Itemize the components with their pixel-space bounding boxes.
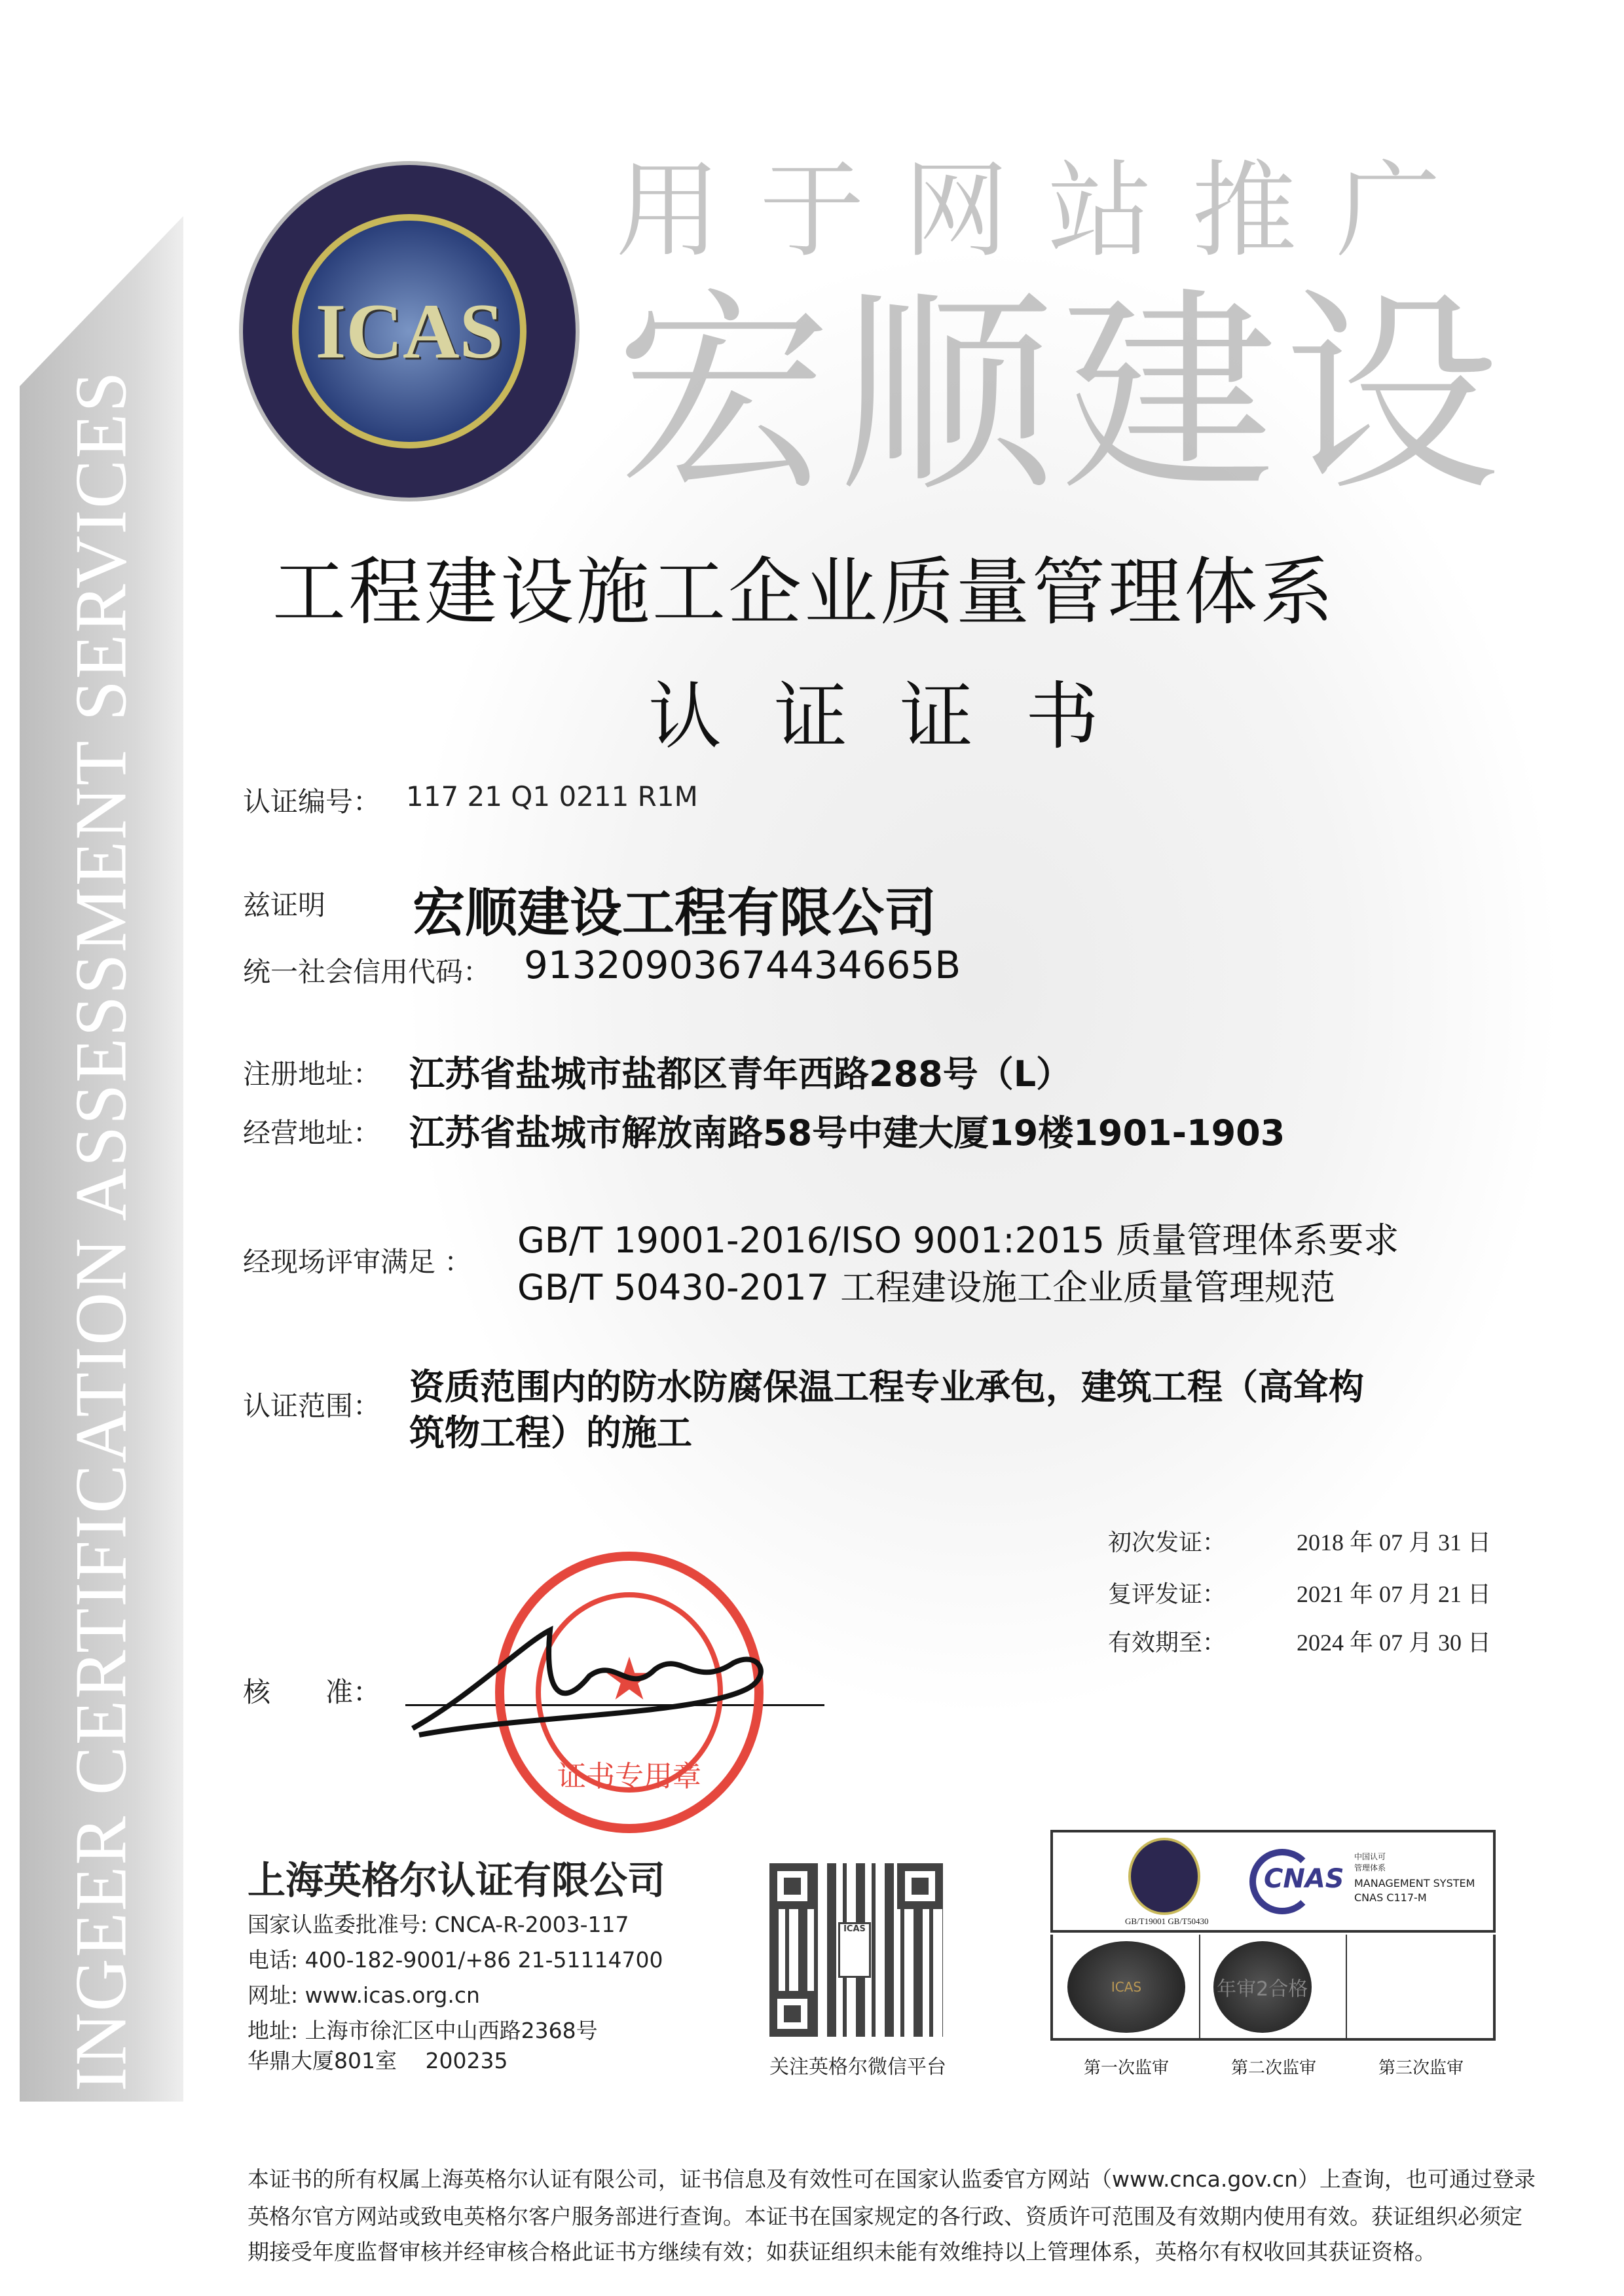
hologram-sticker: ICAS bbox=[1067, 1941, 1185, 2033]
watermark-secondary: 用于网站推广 bbox=[616, 149, 1481, 272]
recert-date: 2021 年 07 月 21 日 bbox=[1297, 1581, 1492, 1607]
holder-name: 宏顺建设工程有限公司 bbox=[413, 883, 936, 943]
scope-line-1: 资质范围内的防水防腐保温工程专业承包，建筑工程（高耸构 bbox=[409, 1366, 1364, 1408]
expiry-label: 有效期至： bbox=[1108, 1630, 1227, 1656]
credit-code-label: 统一社会信用代码： bbox=[243, 956, 491, 988]
icas-mark-caption: GB/T19001 GB/T50430 bbox=[1125, 1916, 1209, 1926]
cnas-line-2: CNAS C117-M bbox=[1354, 1891, 1427, 1904]
audit-2-label: 第二次监审 bbox=[1231, 2058, 1317, 2078]
first-issue-label: 初次发证： bbox=[1108, 1529, 1227, 1556]
issuer-website[interactable]: 网址: www.icas.org.cn bbox=[248, 1982, 480, 2008]
audit-stickers bbox=[1050, 1935, 1496, 2041]
side-band-text: INGEER CERTIFICATION ASSESSMENT SERVICES bbox=[60, 370, 142, 2092]
issuer-address-1: 地址: 上海市徐汇区中山西路2368号 bbox=[248, 2018, 598, 2043]
watermark-main: 宏顺建设 bbox=[616, 269, 1506, 520]
reg-addr-label: 注册地址： bbox=[243, 1058, 381, 1090]
footer-line-2: 英格尔官方网站或致电英格尔客户服务部进行查询。本证书在国家规定的各行政、资质许可范围及有效期内使用有效。获证组织必须定 bbox=[248, 2204, 1522, 2229]
seal-bottom-text: 证书专用章 bbox=[557, 1760, 701, 1794]
signature bbox=[393, 1617, 786, 1748]
certificate-subtitle: 认证证书 bbox=[648, 674, 1151, 759]
cert-no: 117 21 Q1 0211 R1M bbox=[406, 780, 698, 812]
footer-line-1: 本证书的所有权属上海英格尔认证有限公司，证书信息及有效性可在国家认监委官方网站（www.cnca.gov.cn）上查询，也可通过登录 bbox=[248, 2166, 1536, 2192]
issuer-phone: 电话: 400-182-9001/+86 21-51114700 bbox=[248, 1947, 663, 1973]
standard-2: GB/T 50430-2017 工程建设施工企业质量管理规范 bbox=[517, 1267, 1336, 1308]
qr-logo: ICAS bbox=[838, 1922, 871, 1978]
cnas-cn: 中国认可 管理体系 bbox=[1354, 1852, 1386, 1872]
scope-line-2: 筑物工程）的施工 bbox=[409, 1412, 692, 1453]
op-addr: 江苏省盐城市解放南路58号中建大厦19楼1901-1903 bbox=[409, 1112, 1285, 1154]
expiry-date: 2024 年 07 月 30 日 bbox=[1297, 1630, 1492, 1656]
cert-no-label: 认证编号： bbox=[243, 786, 381, 818]
op-addr-label: 经营地址： bbox=[243, 1117, 381, 1149]
accreditation-box bbox=[1050, 1830, 1496, 1933]
first-issue-date: 2018 年 07 月 31 日 bbox=[1297, 1529, 1492, 1556]
annual-pass-sticker: 年审2合格 bbox=[1213, 1941, 1312, 2033]
wechat-qr-code[interactable] bbox=[769, 1863, 943, 2037]
audit-slot-2 bbox=[1200, 1935, 1348, 2038]
holder-label: 兹证明 bbox=[243, 889, 326, 921]
standards-label: 经现场评审满足 ： bbox=[243, 1246, 472, 1278]
issuer-approval-no: 国家认监委批准号: CNCA-R-2003-117 bbox=[248, 1912, 629, 1937]
issuer-address-2: 华鼎大厦801室 200235 bbox=[248, 2048, 508, 2073]
audit-slot-3 bbox=[1347, 1935, 1493, 2038]
star-icon: ★ bbox=[602, 1645, 656, 1714]
certificate-title: 工程建设施工企业质量管理体系 bbox=[272, 550, 1336, 635]
standard-1: GB/T 19001-2016/ISO 9001:2015 质量管理体系要求 bbox=[517, 1220, 1399, 1261]
approval-label: 核 准： bbox=[243, 1676, 381, 1708]
issuer-name: 上海英格尔认证有限公司 bbox=[248, 1858, 666, 1903]
audit-3-label: 第三次监审 bbox=[1378, 2058, 1464, 2078]
recert-label: 复评发证： bbox=[1108, 1581, 1227, 1608]
cnas-logo: CNAS bbox=[1264, 1864, 1344, 1894]
logo-text: ICAS bbox=[315, 287, 504, 374]
qr-caption: 关注英格尔微信平台 bbox=[769, 2056, 946, 2079]
reg-addr: 江苏省盐城市盐都区青年西路288号（L） bbox=[409, 1053, 1072, 1095]
credit-code: 91320903674434665B bbox=[524, 943, 961, 987]
footer-line-3: 期接受年度监督审核并经审核合格此证书方继续有效；如获证组织未能有效维持以上管理体系，英格尔有权收回其获证资格。 bbox=[248, 2239, 1436, 2265]
icas-logo bbox=[239, 161, 580, 501]
icas-mark-icon bbox=[1128, 1838, 1200, 1915]
cnas-line-1: MANAGEMENT SYSTEM bbox=[1354, 1877, 1475, 1889]
audit-1-label: 第一次监审 bbox=[1084, 2058, 1170, 2078]
scope-label: 认证范围： bbox=[243, 1390, 381, 1422]
audit-slot-1 bbox=[1053, 1935, 1200, 2038]
